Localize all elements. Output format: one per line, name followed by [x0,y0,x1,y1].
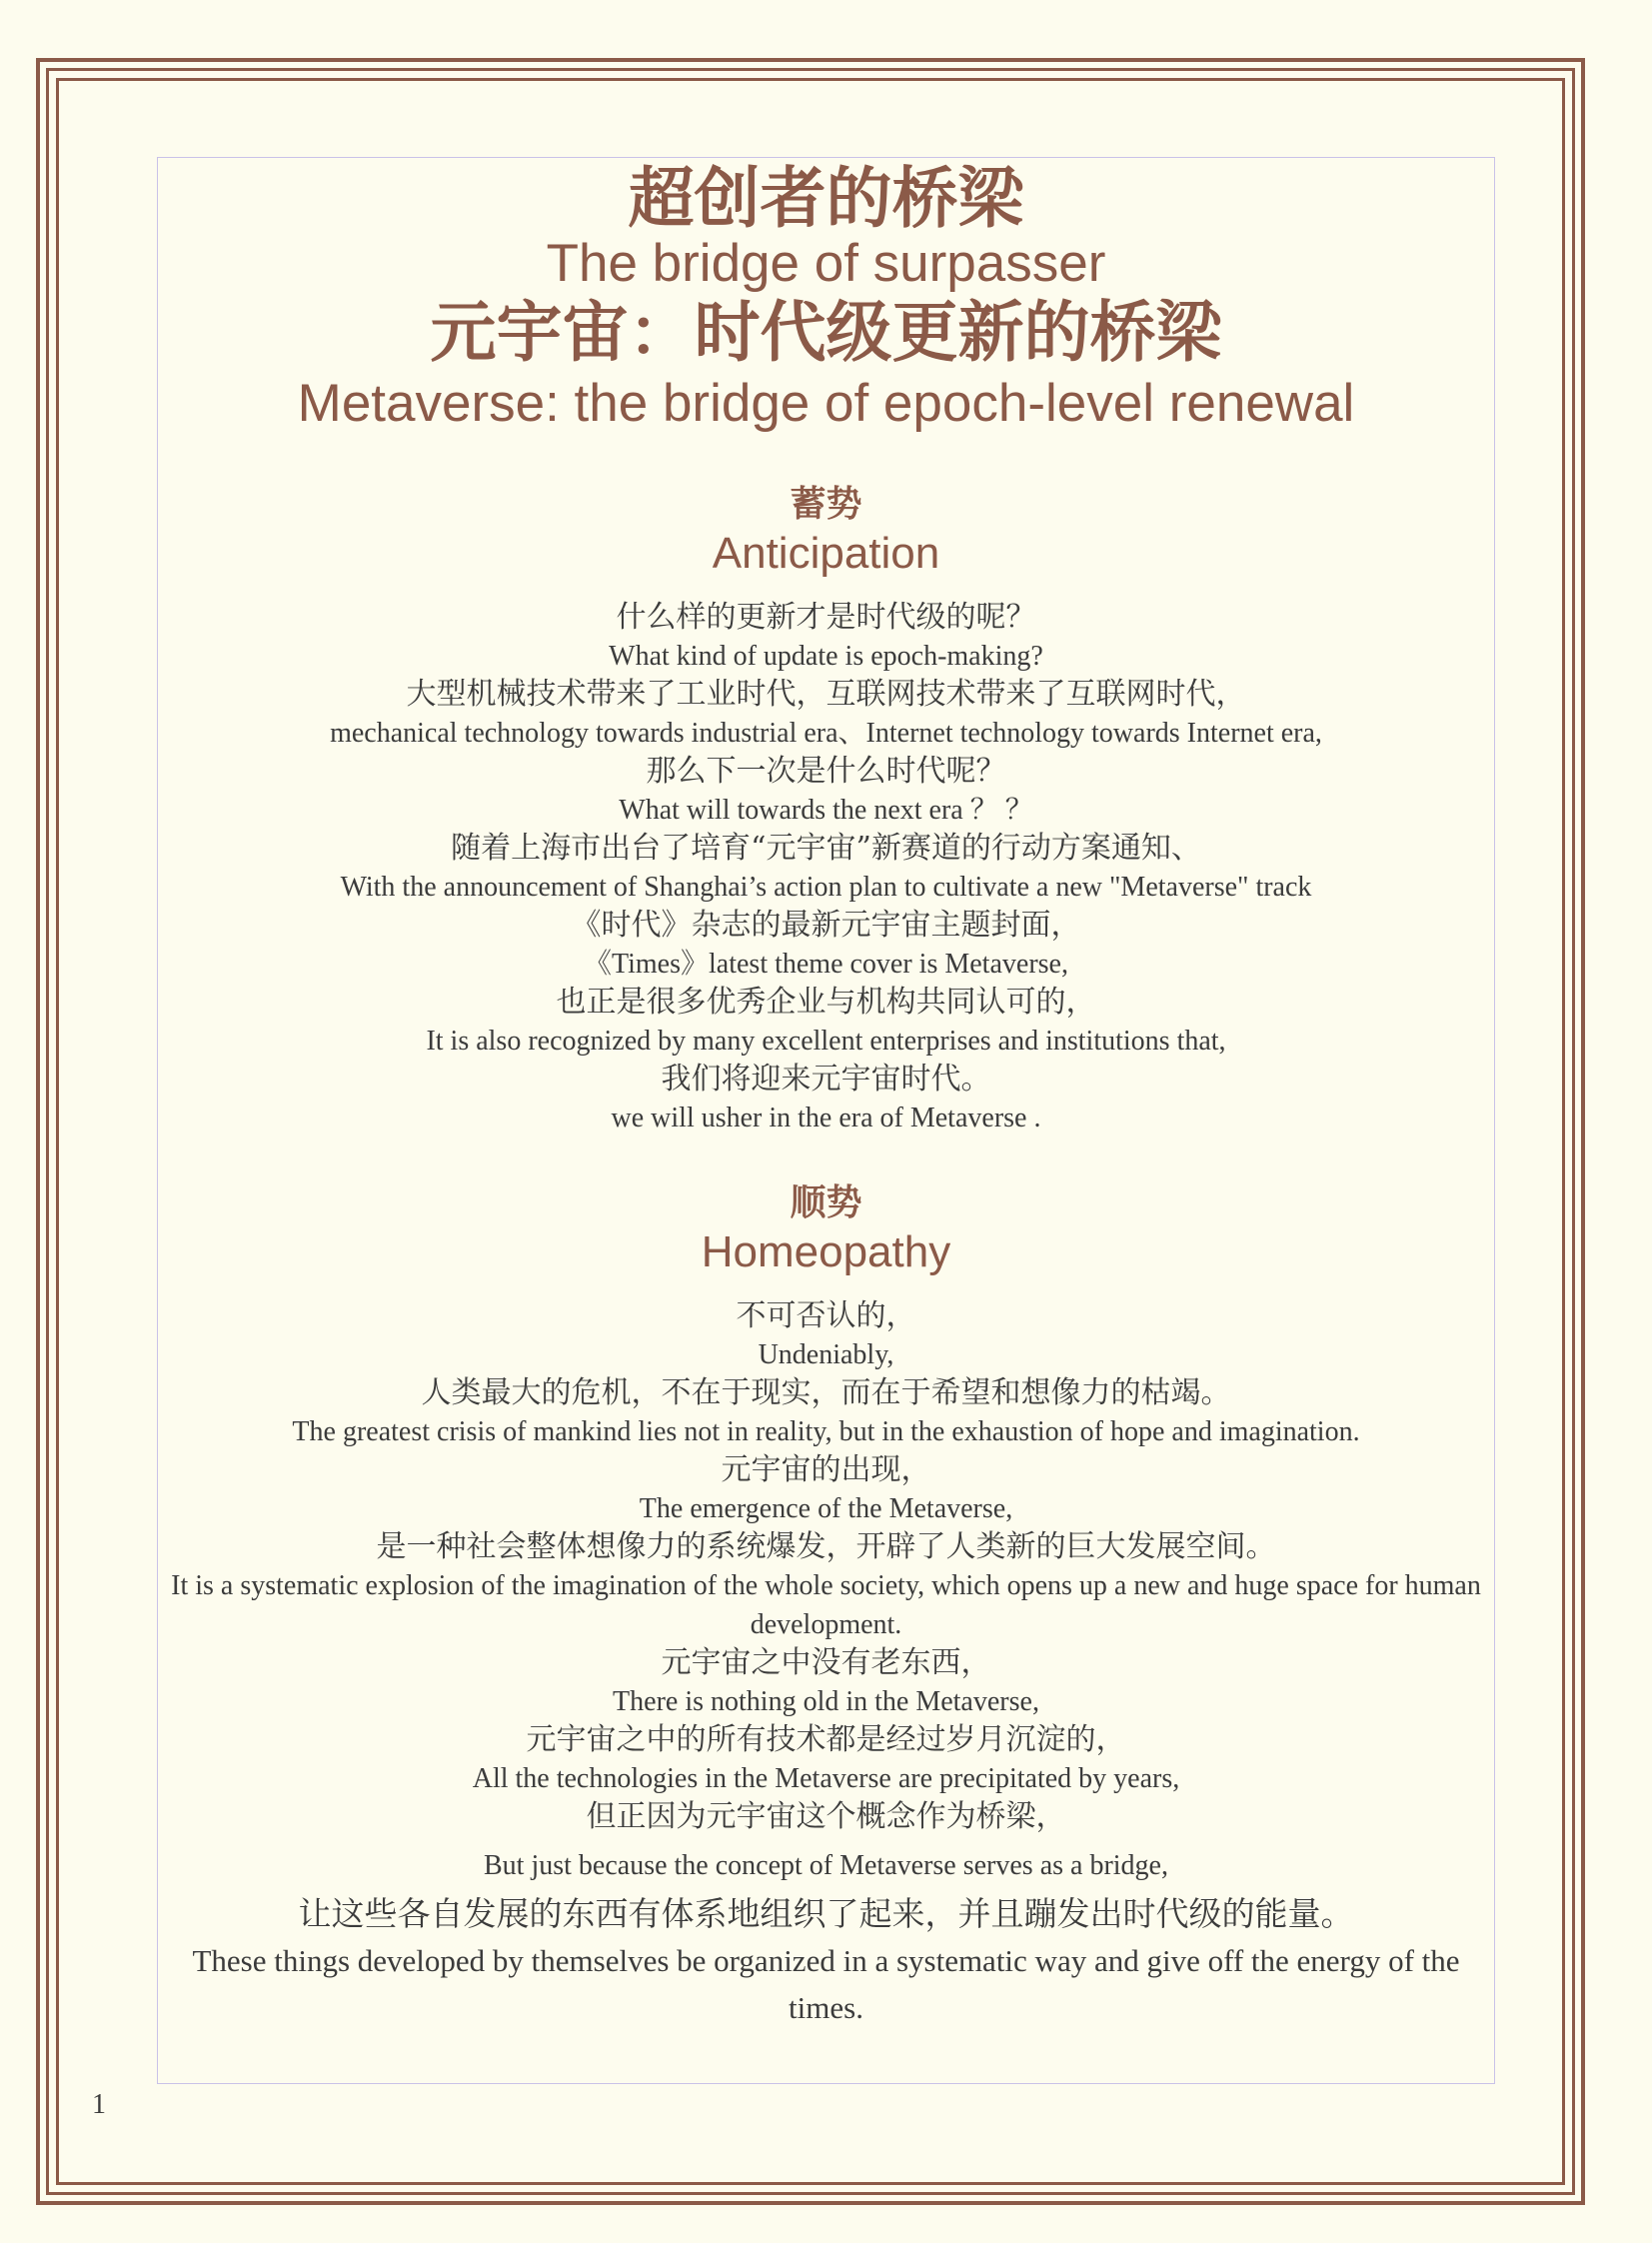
title-block [157,157,1495,439]
subtitle-chinese: 元宇宙：时代级更新的桥梁 [430,294,1222,371]
text-line-chinese: 大型机械技术带来了工业时代，互联网技术带来了互联网时代， [406,677,1246,712]
title-english: The bridge of surpasser [546,234,1106,293]
text-line-english: With the announcement of Shanghai’s action plan to cultivate a new "Metaverse" track [340,872,1312,903]
text-line-chinese: 不可否认的， [736,1298,916,1333]
text-line-chinese: 元宇宙之中的所有技术都是经过岁月沉淀的， [526,1722,1126,1757]
text-line-english: What kind of update is epoch-making? [609,641,1043,672]
text-line-chinese: 那么下一次是什么时代呢？ [646,754,1006,789]
section-heading-english: Anticipation [712,529,940,578]
text-line-english: These things developed by themselves be organized in a systematic way and give off the energy of the times. [192,1943,1460,2025]
text-line-english: The greatest crisis of mankind lies not in reality, but in the exhaustion of hope and imagination. [292,1416,1360,1447]
text-line-english: There is nothing old in the Metaverse, [613,1686,1039,1717]
section-heading-chinese: 蓄势 [790,484,862,525]
text-line-english: Undeniably, [758,1339,894,1370]
text-line-chinese: 人类最大的危机，不在于现实，而在于希望和想像力的枯竭。 [421,1375,1231,1410]
text-line-english: But just because the concept of Metaverse serves as a bridge, [484,1850,1168,1881]
text-line-chinese: 我们将迎来元宇宙时代。 [661,1062,991,1097]
text-line-english: All the technologies in the Metaverse are precipitated by years, [472,1763,1180,1794]
text-line-chinese: 《时代》杂志的最新元宇宙主题封面， [571,908,1081,943]
page-number: 1 [92,2089,106,2120]
text-line-chinese: 元宇宙的出现， [721,1452,931,1487]
text-line-chinese: 但正因为元宇宙这个概念作为桥梁， [586,1799,1066,1834]
text-line-english: 《Times》latest theme cover is Metaverse, [584,949,1068,980]
section-heading-english: Homeopathy [701,1227,951,1276]
section-anticipation [157,483,1495,1137]
text-line-english: It is also recognized by many excellent enterprises and institutions that, [426,1026,1226,1057]
subtitle-english: Metaverse: the bridge of epoch-level renewal [297,374,1355,433]
text-line-chinese: 元宇宙之中没有老东西， [661,1645,991,1680]
page-content [157,157,1495,2031]
text-line-chinese: 也正是很多优秀企业与机构共同认可的， [556,985,1096,1020]
text-line-chinese: 让这些各自发展的东西有体系地组织了起来，并且蹦发出时代级的能量。 [298,1894,1354,1933]
text-line-english: It is a systematic explosion of the imagination of the whole society, which opens up a new and huge space for human development. [171,1570,1481,1640]
text-line-english: mechanical technology towards industrial era、Internet technology towards Internet era, [330,718,1322,749]
section-heading-chinese: 顺势 [790,1182,862,1223]
section-homeopathy [157,1181,1495,2031]
title-chinese: 超创者的桥梁 [628,160,1024,237]
text-line-english: What will towards the next era ？ ？ [619,795,1033,826]
text-line-english: The emergence of the Metaverse, [639,1493,1013,1524]
text-line-english: we will usher in the era of Metaverse . [611,1103,1041,1133]
text-line-chinese: 是一种社会整体想像力的系统爆发，开辟了人类新的巨大发展空间。 [376,1529,1276,1564]
text-line-chinese: 随着上海市出台了培育“元宇宙”新赛道的行动方案通知、 [451,831,1201,866]
text-line-chinese: 什么样的更新才是时代级的呢？ [616,600,1036,635]
